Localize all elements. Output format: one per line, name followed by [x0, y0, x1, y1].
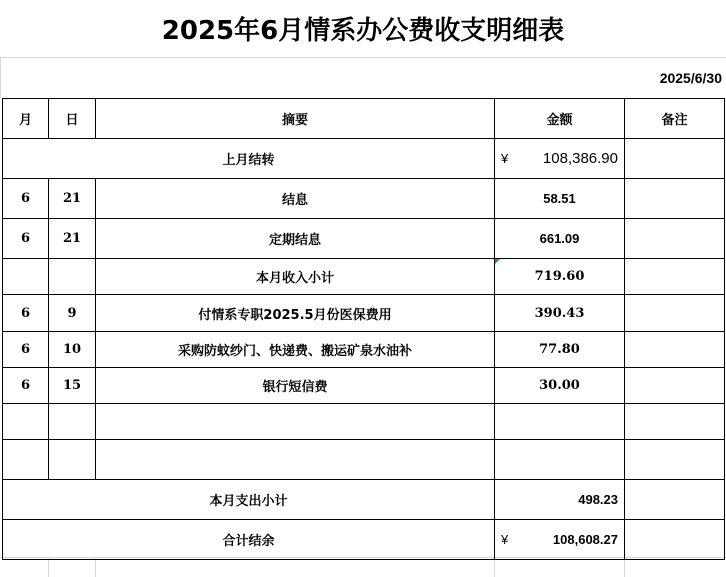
expense-subtotal-row	[3, 480, 725, 520]
gridline	[0, 57, 1, 98]
row-day[interactable]: 9	[49, 295, 96, 332]
row-summary[interactable]: 付情系专职2025.5月份医保费用	[96, 295, 495, 332]
report-date[interactable]: 2025/6/30	[659, 70, 722, 86]
carry-over-row	[3, 139, 725, 179]
row-month[interactable]: 6	[3, 179, 49, 219]
header-day[interactable]: 日	[49, 99, 96, 139]
gridline	[494, 557, 495, 577]
empty-row	[3, 440, 725, 480]
ledger-table	[2, 98, 725, 560]
row-amount[interactable]: 661.09	[495, 219, 625, 259]
row-day[interactable]: 21	[49, 219, 96, 259]
row-summary[interactable]: 采购防蚊纱门、快递费、搬运矿泉水油补	[96, 332, 495, 368]
header-summary[interactable]: 摘要	[96, 99, 495, 139]
gridline	[48, 557, 49, 577]
row-amount[interactable]: 77.80	[495, 332, 625, 368]
row-month[interactable]: 6	[3, 219, 49, 259]
header-row	[3, 99, 725, 139]
row-day[interactable]: 15	[49, 368, 96, 404]
row-note[interactable]	[625, 404, 725, 440]
row-summary[interactable]	[96, 404, 495, 440]
table-row	[3, 179, 725, 219]
table-row	[3, 332, 725, 368]
gridline	[95, 557, 96, 577]
row-summary[interactable]: 结息	[96, 179, 495, 219]
row-amount[interactable]	[495, 404, 625, 440]
carry-over-label[interactable]: 上月结转	[3, 139, 495, 179]
row-note[interactable]	[625, 480, 725, 520]
row-day[interactable]	[49, 440, 96, 480]
row-day[interactable]	[49, 404, 96, 440]
row-month[interactable]	[3, 440, 49, 480]
row-day[interactable]: 21	[49, 179, 96, 219]
row-day[interactable]	[49, 259, 96, 295]
header-month[interactable]: 月	[3, 99, 49, 139]
row-note[interactable]	[625, 368, 725, 404]
balance-amount-cell[interactable]	[495, 520, 625, 560]
balance-label[interactable]: 合计结余	[3, 520, 495, 560]
header-note[interactable]: 备注	[625, 99, 725, 139]
balance-amount: 108,608.27	[552, 532, 618, 547]
row-day[interactable]: 10	[49, 332, 96, 368]
table-row	[3, 368, 725, 404]
income-subtotal-value: 719.60	[534, 269, 585, 284]
row-amount[interactable]: 30.00	[495, 368, 625, 404]
row-note[interactable]	[625, 179, 725, 219]
row-month[interactable]: 6	[3, 295, 49, 332]
carry-over-note[interactable]	[625, 139, 725, 179]
row-summary[interactable]	[96, 440, 495, 480]
row-summary[interactable]: 银行短信费	[96, 368, 495, 404]
sheet-title[interactable]: 2025年6月情系办公费收支明细表	[161, 16, 565, 46]
row-amount[interactable]: 390.43	[495, 295, 625, 332]
expense-subtotal-label[interactable]: 本月支出小计	[3, 480, 495, 520]
carry-over-amount: 108,386.90	[542, 150, 618, 167]
currency-symbol: ¥	[501, 532, 509, 547]
row-month[interactable]: 6	[3, 332, 49, 368]
balance-row	[3, 520, 725, 560]
income-subtotal-label[interactable]: 本月收入小计	[96, 259, 495, 295]
expense-subtotal-amount-cell[interactable]	[495, 480, 625, 520]
carry-over-amount-cell[interactable]	[495, 139, 625, 179]
row-month[interactable]: 6	[3, 368, 49, 404]
row-note[interactable]	[625, 332, 725, 368]
row-note[interactable]	[625, 520, 725, 560]
row-note[interactable]	[625, 440, 725, 480]
income-subtotal-row	[3, 259, 725, 295]
row-month[interactable]	[3, 259, 49, 295]
row-amount[interactable]: 58.51	[495, 179, 625, 219]
comment-indicator	[495, 259, 500, 264]
row-summary[interactable]: 定期结息	[96, 219, 495, 259]
table-row	[3, 219, 725, 259]
row-month[interactable]	[3, 404, 49, 440]
row-note[interactable]	[625, 219, 725, 259]
row-amount[interactable]	[495, 440, 625, 480]
header-amount[interactable]: 金额	[495, 99, 625, 139]
gridline	[0, 57, 726, 58]
row-note[interactable]	[625, 295, 725, 332]
income-subtotal-amount[interactable]	[495, 259, 625, 295]
gridline	[624, 557, 625, 577]
table-row	[3, 295, 725, 332]
empty-row	[3, 404, 725, 440]
expense-subtotal-amount: 498.23	[578, 492, 618, 507]
currency-symbol: ¥	[501, 151, 509, 166]
row-note[interactable]	[625, 259, 725, 295]
